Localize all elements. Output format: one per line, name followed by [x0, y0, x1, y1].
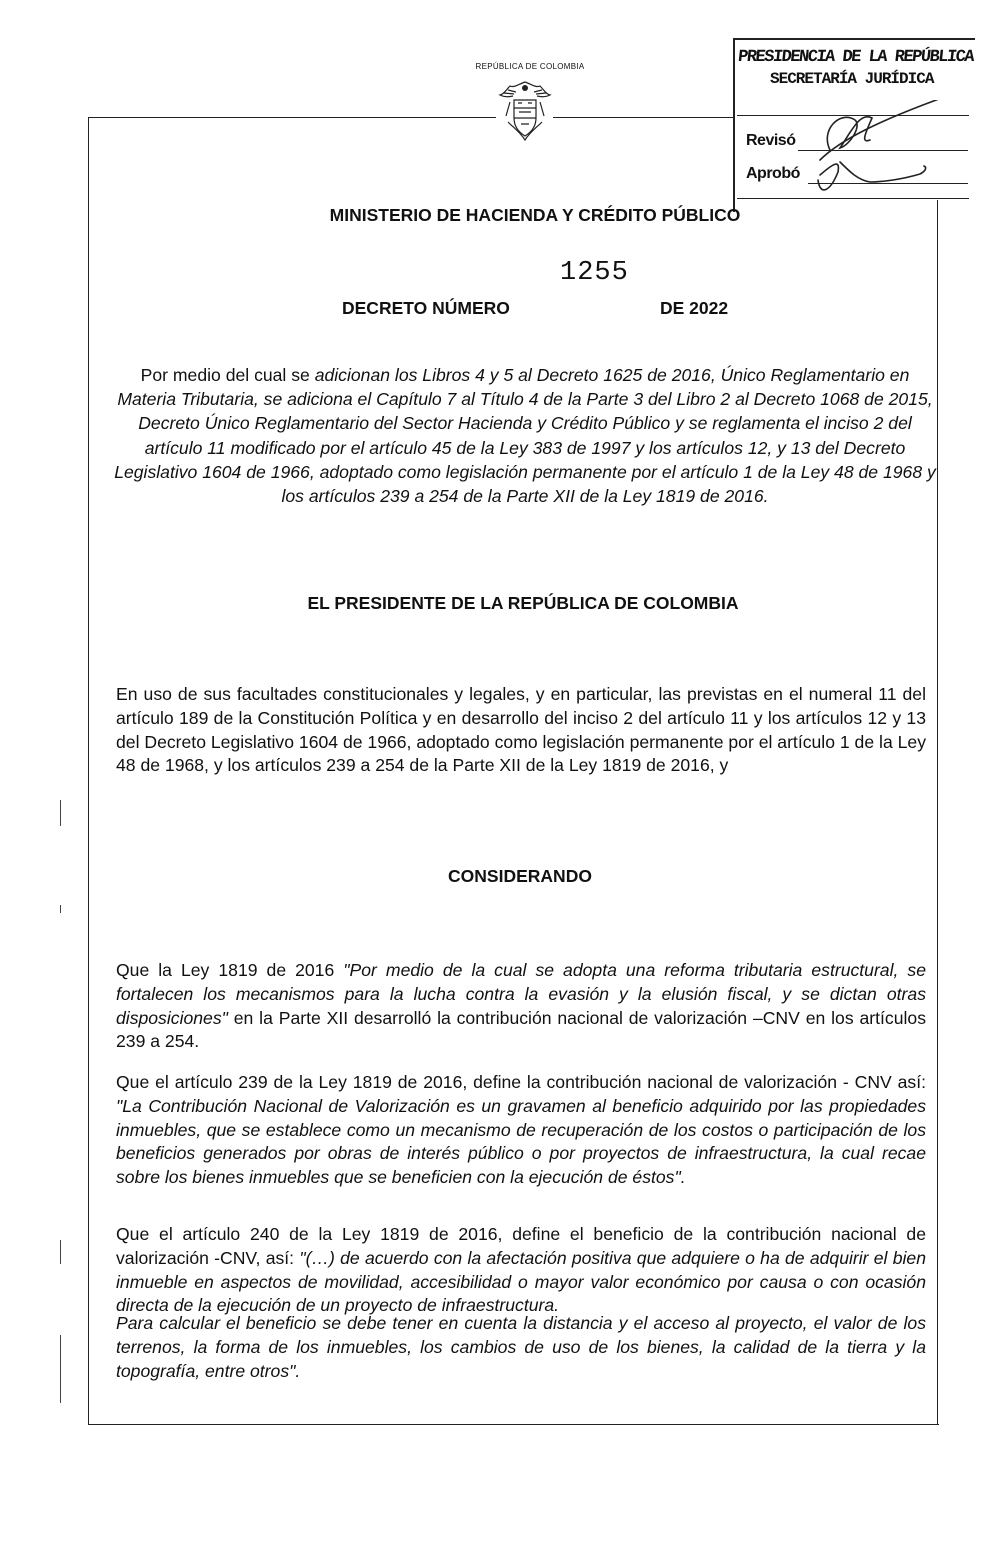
scan-mark: [60, 905, 61, 913]
coat-of-arms-icon: [494, 78, 556, 144]
whereas-paragraph-4: Para calcular el beneficio se debe tener en cuenta la distancia y el acceso al proyecto, el valor de los terrenos, la forma de los inmuebles, los cambios de uso de los bienes, la calidad de la tierra y la topografía, entre otros".: [116, 1313, 926, 1381]
ministry-heading: MINISTERIO DE HACIENDA Y CRÉDITO PÚBLICO: [329, 205, 741, 225]
powers-paragraph: En uso de sus facultades constitucionales y legales, y en particular, las previstas en el numeral 11 del artículo 189 de la Constitución Política y en desarrollo del inciso 2 del artículo 11 y los artículos 12 y 13 del Decreto Legislativo 1604 de 1966, adoptado como legislación permanente por el artículo 1 de la Ley 48 de 1968, y los artículos 239 a 254 de la Parte XII de la Ley 1819 de 2016, y: [116, 684, 926, 776]
subject-body: adicionan los Libros 4 y 5 al Decreto 1625 de 2016, Único Reglamentario en Materia Tributaria, se adiciona el Capítulo 7 al Título 4 de la Parte 3 del Libro 2 al Decreto 1068 de 2015, Decreto Único Reglamentario del Sector Hacienda y Crédito Público y se reglamenta el inciso 2 del artículo 11 modificado por el artículo 45 de la Ley 383 de 1997 y los artículos 12, y 13 del Decreto Legislativo 1604 de 1966, adoptado como legislación permanente por el artículo 1 de la Ley 48 de 1968 y los artículos 239 a 254 de la Parte XII de la Ley 1819 de 2016.: [114, 365, 936, 507]
republic-heading: REPÚBLICA DE COLOMBIA: [475, 62, 585, 71]
decree-number: 1255: [560, 258, 629, 288]
president-heading: EL PRESIDENTE DE LA REPÚBLICA DE COLOMBIA: [307, 593, 739, 613]
scan-mark: [60, 1335, 61, 1403]
stamp-subtitle: SECRETARÍA JURÍDICA: [770, 70, 934, 88]
header-rule-left: [88, 117, 496, 118]
whereas-2-text: Que el artículo 239 de la Ley 1819 de 2016, define la contribución nacional de valorización - CNV así:: [116, 1072, 926, 1092]
handwritten-signature: [800, 100, 980, 200]
scan-mark: [60, 1240, 61, 1264]
header-rule-right: [553, 117, 735, 118]
considerando-heading: CONSIDERANDO: [448, 866, 592, 886]
frame-left: [88, 117, 89, 1425]
whereas-2-quote: "La Contribución Nacional de Valorización es un gravamen al beneficio adquirido por las propiedades inmuebles, que se establece como un mecanismo de recuperación de los costos o participación de los beneficios generados por obras de interés público o por proyectos de infraestructura, la cual recae sobre los bienes inmuebles que se beneficien con la ejecución de éstos".: [116, 1095, 926, 1188]
decree-year: DE 2022: [660, 298, 729, 318]
subject-lead: Por medio del cual se: [140, 365, 315, 385]
whereas-1-text: Que la Ley 1819 de 2016: [116, 960, 344, 980]
frame-bottom: [88, 1424, 939, 1425]
stamp-reviso-label: Revisó: [746, 132, 796, 149]
decree-label: DECRETO NÚMERO: [342, 298, 510, 318]
whereas-paragraph-3: [116, 1223, 926, 1318]
whereas-3-text: Que el artículo 240 de la Ley 1819 de 2016, define el beneficio de la contribución nacional de valorización -CNV, así:: [116, 1224, 926, 1268]
stamp-title: PRESIDENCIA DE LA REPÚBLICA: [737, 48, 974, 67]
whereas-paragraph-1: [116, 959, 926, 1054]
whereas-3-quote: "(…) de acuerdo con la afectación positiva que adquiere o ha de adquirir el bien inmueble en aspectos de movilidad, accesibilidad o mayor valor económico por causa o con ocasión directa de la ejecución de un proyecto de infraestructura.: [116, 1247, 926, 1316]
whereas-paragraph-2: [116, 1071, 926, 1190]
whereas-1-text-end: en la Parte XII desarrolló la contribución nacional de valorización –CNV en los artículos 239 a 254.: [116, 1007, 926, 1052]
stamp-aprobo-label: Aprobó: [746, 165, 800, 182]
decree-subject: [110, 363, 940, 508]
scan-mark: [60, 800, 61, 826]
whereas-1-quote: "Por medio de la cual se adopta una reforma tributaria estructural, se fortalecen los mecanismos para la lucha contra la evasión y la elusión fiscal, y se dictan otras disposiciones": [116, 960, 926, 1028]
